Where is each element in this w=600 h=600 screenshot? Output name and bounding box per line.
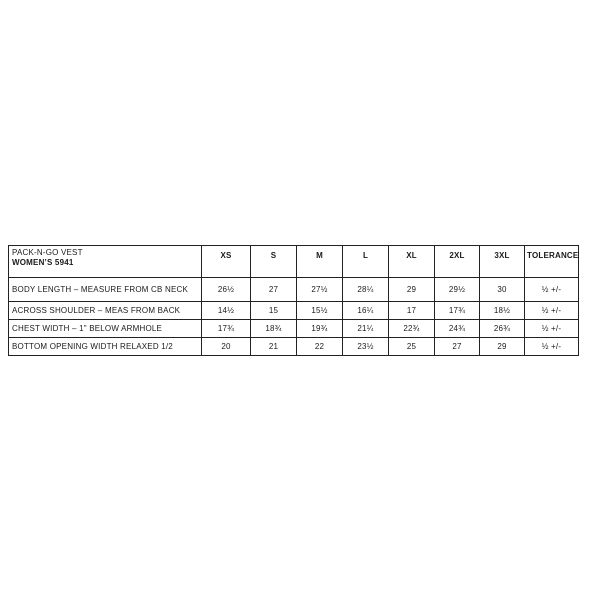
column-header-xs: XS bbox=[202, 246, 251, 278]
table-cell: 27½ bbox=[297, 278, 343, 302]
table-row bbox=[9, 302, 579, 320]
table-cell: 29 bbox=[480, 338, 525, 356]
table-cell: 18½ bbox=[480, 302, 525, 320]
table-cell: 16¼ bbox=[343, 302, 389, 320]
table-cell: ½ +/- bbox=[525, 278, 579, 302]
table-cell: 22¾ bbox=[389, 320, 435, 338]
table-row bbox=[9, 338, 579, 356]
table-row bbox=[9, 320, 579, 338]
table-cell: 25 bbox=[389, 338, 435, 356]
table-cell: 17¾ bbox=[202, 320, 251, 338]
column-header-m: M bbox=[297, 246, 343, 278]
table-cell: 27 bbox=[251, 278, 297, 302]
table-cell: 29½ bbox=[435, 278, 480, 302]
table-cell: 15½ bbox=[297, 302, 343, 320]
table-cell: 21¼ bbox=[343, 320, 389, 338]
table-cell: ½ +/- bbox=[525, 302, 579, 320]
table-cell: 24¾ bbox=[435, 320, 480, 338]
table-cell: 22 bbox=[297, 338, 343, 356]
row-label-chest-width: CHEST WIDTH – 1" BELOW ARMHOLE bbox=[9, 320, 202, 338]
row-label-body-length: BODY LENGTH – MEASURE FROM CB NECK bbox=[9, 278, 202, 302]
table-cell: 20 bbox=[202, 338, 251, 356]
table-cell: 29 bbox=[389, 278, 435, 302]
table-row bbox=[9, 278, 579, 302]
column-header-xl: XL bbox=[389, 246, 435, 278]
row-label-bottom-opening: BOTTOM OPENING WIDTH RELAXED 1/2 bbox=[9, 338, 202, 356]
table-cell: ½ +/- bbox=[525, 338, 579, 356]
table-cell: 17 bbox=[389, 302, 435, 320]
table-cell: ½ +/- bbox=[525, 320, 579, 338]
table-cell: 26½ bbox=[202, 278, 251, 302]
table-cell: 18¾ bbox=[251, 320, 297, 338]
product-name: PACK-N-GO VEST bbox=[12, 248, 83, 257]
table-cell: 28¼ bbox=[343, 278, 389, 302]
table-cell: 30 bbox=[480, 278, 525, 302]
table-cell: 17¾ bbox=[435, 302, 480, 320]
row-label-across-shoulder: ACROSS SHOULDER – MEAS FROM BACK bbox=[9, 302, 202, 320]
size-chart-table bbox=[8, 245, 579, 356]
product-title-cell bbox=[9, 246, 202, 278]
column-header-l: L bbox=[343, 246, 389, 278]
table-cell: 19¾ bbox=[297, 320, 343, 338]
table-cell: 14½ bbox=[202, 302, 251, 320]
table-header-row bbox=[9, 246, 579, 278]
column-header-2xl: 2XL bbox=[435, 246, 480, 278]
column-header-tolerance: TOLERANCE bbox=[525, 246, 579, 278]
column-header-s: S bbox=[251, 246, 297, 278]
product-style: WOMEN’S 5941 bbox=[12, 258, 74, 267]
table-cell: 21 bbox=[251, 338, 297, 356]
table-cell: 26¾ bbox=[480, 320, 525, 338]
table-cell: 15 bbox=[251, 302, 297, 320]
table-cell: 27 bbox=[435, 338, 480, 356]
table-cell: 23½ bbox=[343, 338, 389, 356]
column-header-3xl: 3XL bbox=[480, 246, 525, 278]
